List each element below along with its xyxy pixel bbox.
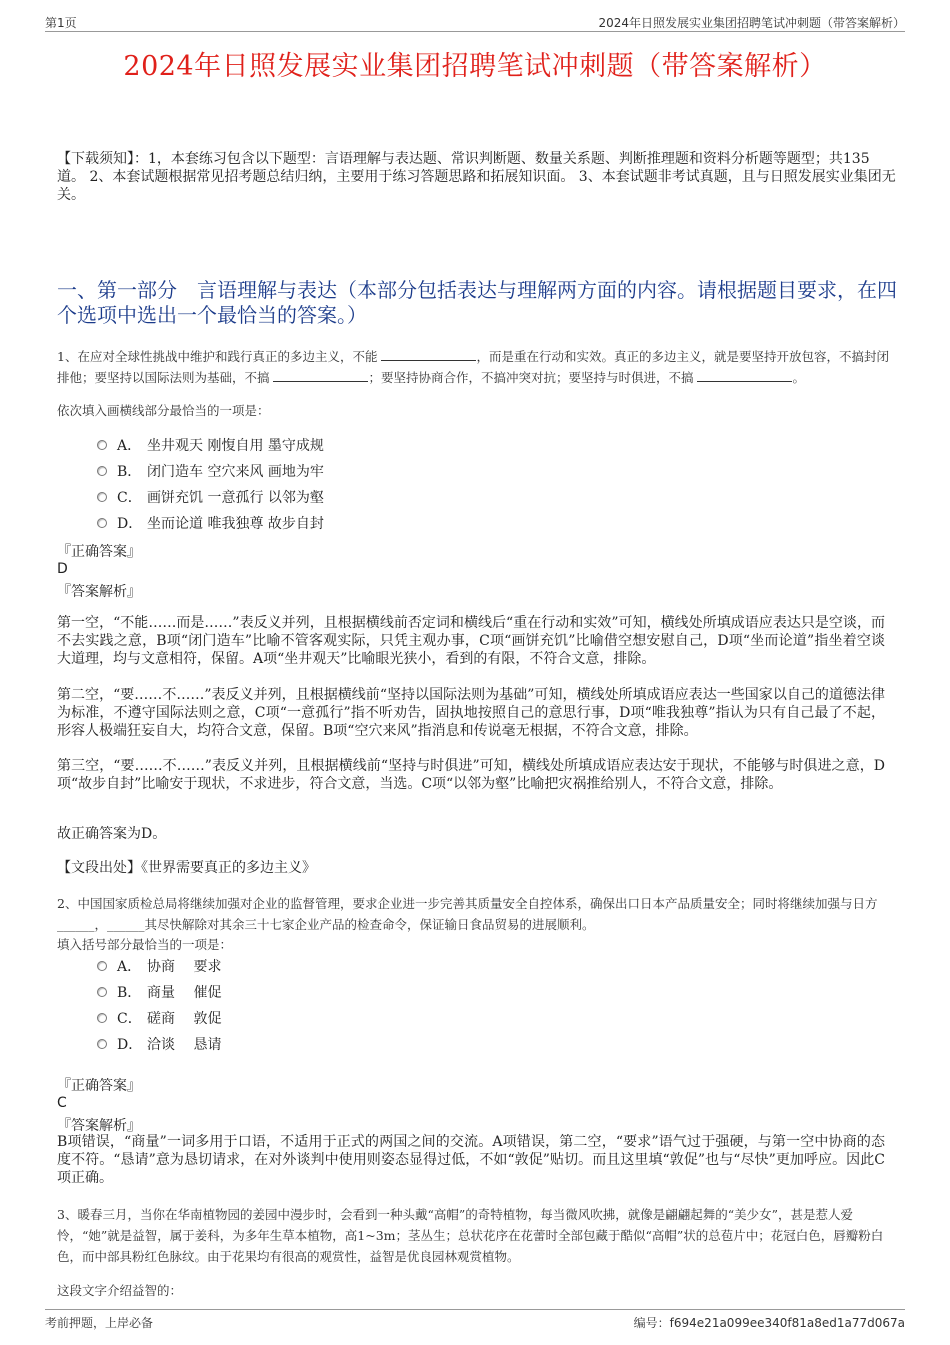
question-3-stem: 3、暖春三月，当你在华南植物园的姜园中漫步时，会看到一种头戴“高帽”的奇特植物，每当微风吹拂，就像是翩翩起舞的“美少女”，甚是惹人爱怜，“她”就是益智，属于姜科，为多年生草本植物，高1~3m；茎丛生；总状花序在花蕾时全部包藏于酷似“高帽”状的总苞片中；花冠白色，唇瓣粉白色，而中部具粉红色脉纹。由于花果均有很高的观赏性，益智是优良园林观赏植物。 xyxy=(57,1207,884,1264)
option-letter: B． xyxy=(117,985,142,1001)
option-text: 磋商 敦促 xyxy=(147,1011,222,1027)
option-letter: A． xyxy=(117,959,142,975)
option-text: 洽谈 恳请 xyxy=(147,1037,222,1053)
q1-option-a[interactable] xyxy=(97,434,324,456)
q1-analysis-paragraph: 第一空，“不能……而是……”表反义并列，且根据横线前否定词和横线后“重在行动和实效”可知，横线处所填成语应表达只是空谈，而不去实践之意，B项“闭门造车”比喻不管客观实际，只凭主观办事，C项“画饼充饥”比喻借空想安慰自己，D项“坐而论道”指坐着空谈大道理，均与文意相符，保留。A项“坐井观天”比喻眼光狭小，看到的有限，不符合文意，排除。 xyxy=(57,615,885,667)
download-notice: 【下载须知】：1，本套练习包含以下题型：言语理解与表达题、常识判断题、数量关系题、判断推理题和资料分析题等题型；共135道。 2、本套试题根据常见招考题总结归纳，主要用于练习答题思路和拓展知识面。 3、本套试题非考试真题，且与日照发展实业集团无关。 xyxy=(57,151,896,203)
page-title: 2024年日照发展实业集团招聘笔试冲刺题（带答案解析） xyxy=(123,51,827,82)
q1-stem-part: 。 xyxy=(792,370,805,385)
option-text: 闭门造车 空穴来风 画地为牢 xyxy=(147,464,324,480)
q1-option-c[interactable] xyxy=(97,486,324,508)
q2-answer-label: 『正确答案』 xyxy=(57,1078,141,1094)
q1-answer-label: 『正确答案』 xyxy=(57,544,141,560)
radio-icon[interactable] xyxy=(97,987,107,997)
option-letter: C． xyxy=(117,1011,142,1027)
fill-blank xyxy=(697,369,792,382)
q2-option-c[interactable] xyxy=(97,1007,221,1029)
q2-analysis-paragraph: B项错误，“商量”一词多用于口语，不适用于正式的两国之间的交流。A项错误，第二空，“要求”语气过于强硬，与第一空中协商的态度不符。“恳请”意为恳切请求，在对外谈判中使用则姿态显得过低，不如“敦促”贴切。而且这里填“敦促”也与“尽快”更加呼应。因此C项正确。 xyxy=(57,1134,885,1186)
radio-icon[interactable] xyxy=(97,518,107,528)
q1-stem-part: 1、在应对全球性挑战中维护和践行真正的多边主义，不能 xyxy=(57,349,382,364)
q1-analysis-paragraph: 第三空，“要……不……”表反义并列，且根据横线前“坚持与时俱进”可知，横线处所填成语应表达安于现状，不能够与时俱进之意，D项“故步自封”比喻安于现状，不求进步，符合文意，当选。C项“以邻为壑”比喻把灾祸推给别人，不符合文意，排除。 xyxy=(57,758,885,792)
option-text: 协商 要求 xyxy=(147,959,222,975)
q1-option-d[interactable] xyxy=(97,512,324,534)
section-heading: 一、第一部分 言语理解与表达（本部分包括表达与理解两方面的内容。请根据题目要求，在四个选项中选出一个最恰当的答案。） xyxy=(57,278,897,327)
option-text: 商量 催促 xyxy=(147,985,222,1001)
option-letter: D． xyxy=(117,516,143,532)
footer-divider xyxy=(45,1309,905,1310)
page-number: 第1页 xyxy=(45,16,77,30)
question-1-stem xyxy=(57,346,897,388)
option-text: 坐而论道 唯我独尊 故步自封 xyxy=(147,516,324,532)
q1-stem-part: ；要坚持协商合作，不搞冲突对抗；要坚持与时俱进，不搞 xyxy=(368,370,698,385)
question-2-stem: 2、中国国家质检总局将继续加强对企业的监督管理，要求企业进一步完善其质量安全自控体系，确保出口日本产品质量安全；同时将继续加强与日方______，______其尽快解除对其余三十七家企业产品的检查命令，保证输日食品贸易的进展顺利。 xyxy=(57,896,878,932)
option-letter: A． xyxy=(117,438,142,454)
q2-option-b[interactable] xyxy=(97,981,221,1003)
q2-answer: C xyxy=(57,1095,67,1111)
q1-source: 【文段出处】《世界需要真正的多边主义》 xyxy=(57,860,316,876)
header-doc-title: 2024年日照发展实业集团招聘笔试冲刺题（带答案解析） xyxy=(598,16,905,30)
radio-icon[interactable] xyxy=(97,961,107,971)
fill-blank xyxy=(273,369,368,382)
q2-option-a[interactable] xyxy=(97,955,221,977)
question-2-prompt: 填入括号部分最恰当的一项是： xyxy=(57,937,233,952)
q1-option-b[interactable] xyxy=(97,460,324,482)
q1-stem-part: ，而是重在行动和实效。真正的多边主义，就是要坚持开放包容，不搞封闭排他；要坚持以国际法则为基础，不搞 xyxy=(57,349,889,385)
option-letter: D． xyxy=(117,1037,143,1053)
radio-icon[interactable] xyxy=(97,466,107,476)
option-letter: C． xyxy=(117,490,142,506)
question-3-prompt: 这段文字介绍益智的： xyxy=(57,1283,183,1298)
radio-icon[interactable] xyxy=(97,492,107,502)
q1-answer: D xyxy=(57,561,68,577)
footer-doc-id: 编号：f694e21a099ee340f81a8ed1a77d067a xyxy=(633,1316,905,1330)
q2-option-d[interactable] xyxy=(97,1033,221,1055)
footer-slogan: 考前押题，上岸必备 xyxy=(45,1316,154,1330)
option-text: 坐井观天 刚愎自用 墨守成规 xyxy=(147,438,324,454)
q1-analysis-paragraph: 第二空，“要……不……”表反义并列，且根据横线前“坚持以国际法则为基础”可知，横线处所填成语应表达一些国家以自己的道德法律为标准，不遵守国际法则之意，C项“一意孤行”指不听劝告，固执地按照自己的意思行事，D项“唯我独尊”指认为只有自己最了不起，形容人极端狂妄自大，均符合文意，保留。B项“空穴来风”指消息和传说毫无根据，不符合文意，排除。 xyxy=(57,687,885,739)
option-letter: B． xyxy=(117,464,142,480)
radio-icon[interactable] xyxy=(97,1013,107,1023)
q1-conclusion: 故正确答案为D。 xyxy=(57,826,167,842)
option-text: 画饼充饥 一意孤行 以邻为壑 xyxy=(147,490,324,506)
fill-blank xyxy=(381,348,476,361)
radio-icon[interactable] xyxy=(97,440,107,450)
q2-analysis-label: 『答案解析』 xyxy=(57,1118,141,1134)
header-divider xyxy=(45,31,905,32)
question-1-prompt: 依次填入画横线部分最恰当的一项是： xyxy=(57,403,270,418)
q1-analysis-label: 『答案解析』 xyxy=(57,584,141,600)
radio-icon[interactable] xyxy=(97,1039,107,1049)
